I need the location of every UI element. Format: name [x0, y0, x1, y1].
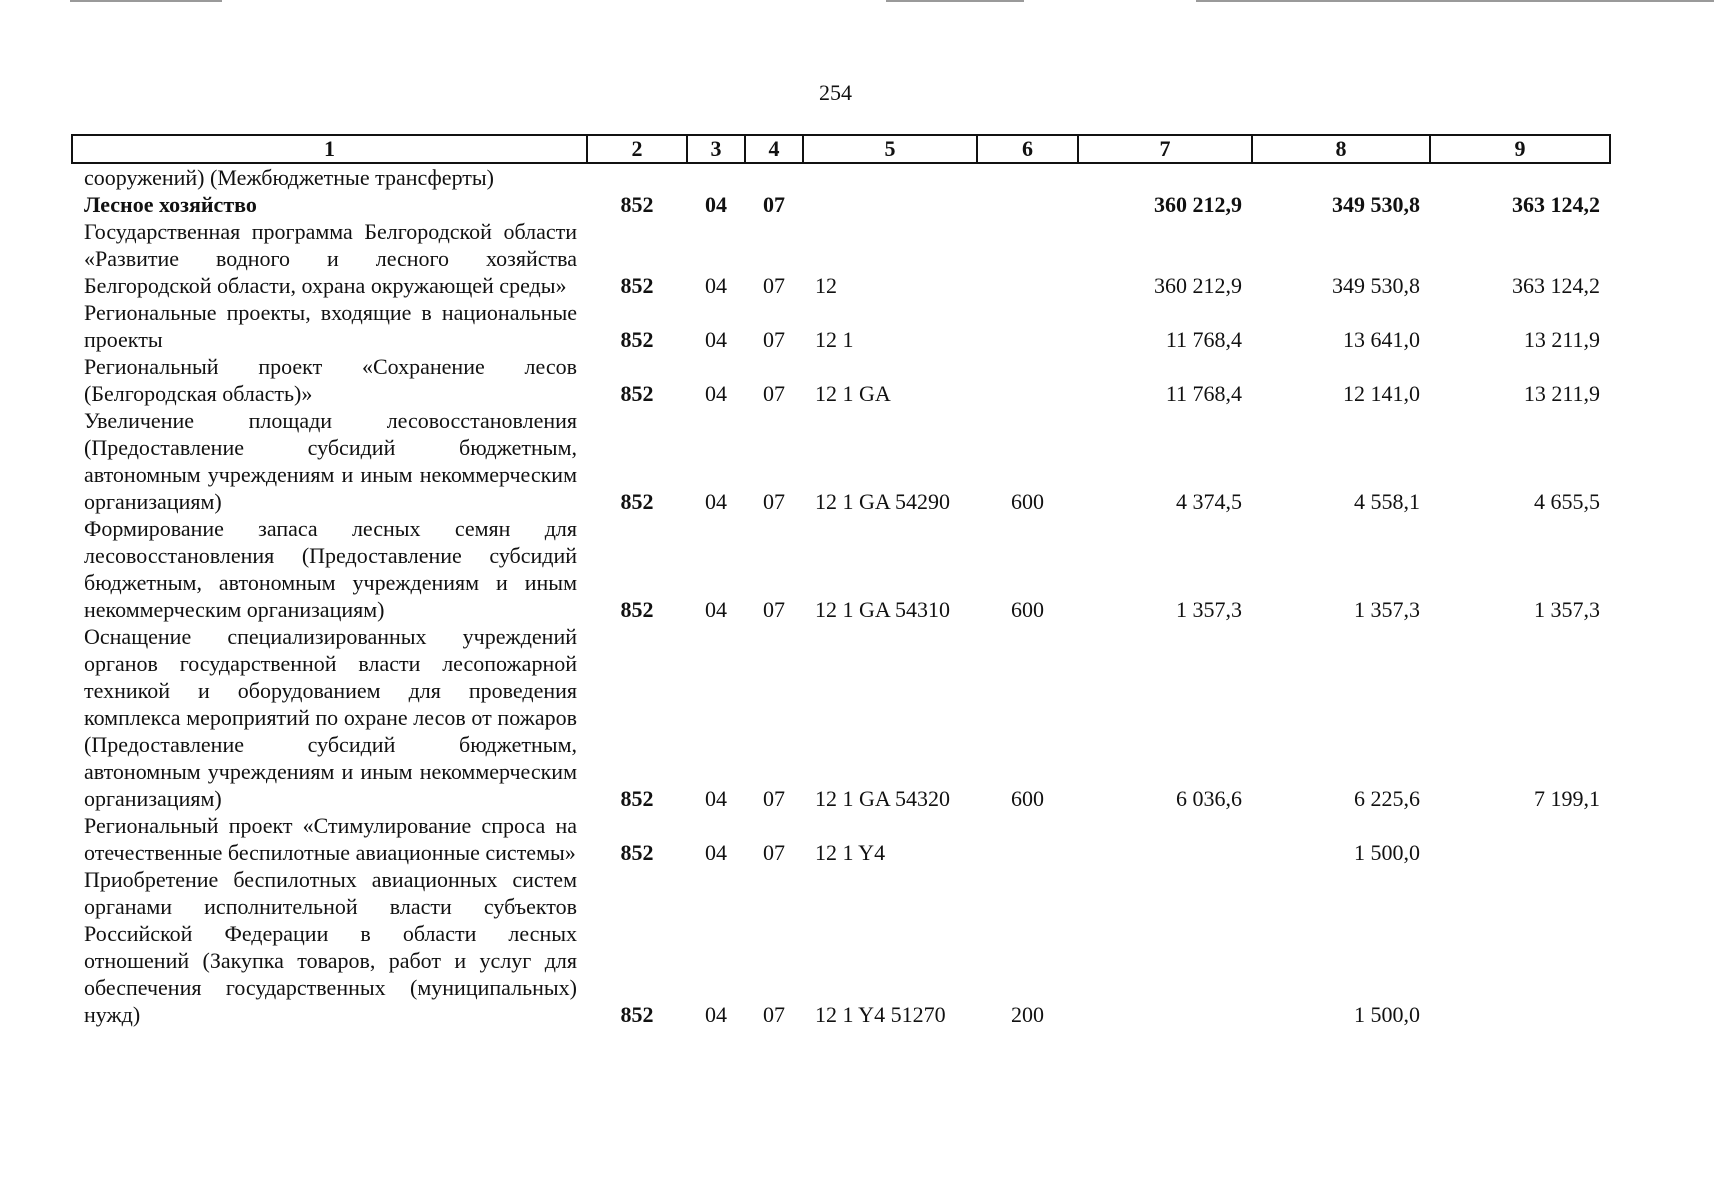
row-section-code: 04 — [705, 192, 727, 217]
row-ministry-code: 852 — [620, 1002, 654, 1027]
row-expense-type — [977, 163, 1078, 191]
budget-table — [71, 134, 1611, 1028]
row-target-article: 12 — [815, 273, 837, 298]
row-amount-col9 — [1430, 812, 1610, 866]
row-amount-col8: 1 500,0 — [1354, 1002, 1420, 1027]
row-target-article: 12 1 — [815, 327, 854, 352]
row-target-article — [803, 163, 977, 191]
row-name: Региональный проект «Сохранение лесов (Белгородская область)» — [84, 354, 577, 406]
row-amount-col7: 4 374,5 — [1176, 489, 1242, 514]
row-expense-type — [977, 218, 1078, 299]
row-amount-col8: 13 641,0 — [1343, 327, 1420, 352]
row-ministry-code: 852 — [620, 786, 654, 811]
row-name: Лесное хозяйство — [84, 192, 257, 217]
row-ministry-code: 852 — [620, 381, 654, 406]
row-amount-col7: 11 768,4 — [1165, 381, 1242, 406]
table-body — [72, 163, 1610, 1028]
row-name: Приобретение беспилотных авиационных систем органами исполнительной власти субъектов Российской Федерации в области лесных отношений (Закупка товаров, работ и услуг для обеспечения государственных (муниципальных) нужд) — [84, 867, 577, 1027]
table-row — [72, 812, 1610, 866]
row-amount-col7 — [1078, 812, 1252, 866]
row-amount-col7: 11 768,4 — [1165, 327, 1242, 352]
row-amount-col9: 13 211,9 — [1523, 327, 1600, 352]
row-amount-col9: 1 357,3 — [1534, 597, 1600, 622]
column-header: 8 — [1252, 135, 1430, 163]
row-amount-col8: 6 225,6 — [1354, 786, 1420, 811]
column-header: 1 — [72, 135, 587, 163]
row-name: сооружений) (Межбюджетные трансферты) — [84, 165, 494, 190]
scan-edge-mark — [886, 0, 1024, 2]
table-row — [72, 218, 1610, 299]
row-amount-col9 — [1430, 163, 1610, 191]
row-section-code: 04 — [705, 840, 727, 865]
row-subsection-code: 07 — [763, 840, 785, 865]
row-amount-col9: 13 211,9 — [1523, 381, 1600, 406]
row-section-code: 04 — [705, 786, 727, 811]
table-row — [72, 407, 1610, 515]
row-name: Региональные проекты, входящие в национальные проекты — [84, 300, 577, 352]
row-expense-type — [977, 353, 1078, 407]
row-target-article: 12 1 GA 54310 — [815, 597, 951, 622]
row-amount-col9 — [1430, 866, 1610, 1028]
table-row — [72, 866, 1610, 1028]
table-row — [72, 353, 1610, 407]
row-subsection-code: 07 — [763, 273, 785, 298]
column-header: 5 — [803, 135, 977, 163]
row-amount-col9: 4 655,5 — [1534, 489, 1600, 514]
row-amount-col8: 1 357,3 — [1354, 597, 1420, 622]
table-row — [72, 623, 1610, 812]
column-header: 7 — [1078, 135, 1252, 163]
row-amount-col7: 6 036,6 — [1176, 786, 1242, 811]
header-row — [72, 135, 1610, 163]
row-target-article: 12 1 GA — [815, 381, 891, 406]
scan-edge-mark — [1196, 0, 1714, 2]
row-ministry-code: 852 — [620, 327, 654, 352]
row-amount-col8: 4 558,1 — [1354, 489, 1420, 514]
table-row — [72, 515, 1610, 623]
row-subsection-code: 07 — [763, 489, 785, 514]
row-name: Оснащение специализированных учреждений органов государственной власти лесопожарной техникой и оборудованием для проведения комплекса мероприятий по охране лесов от пожаров (Предоставление субсидий бюджетным, автономным учреждениям и иным некоммерческим организациям) — [84, 624, 577, 811]
row-subsection-code — [745, 163, 803, 191]
row-target-article: 12 1 Y4 — [815, 840, 886, 865]
row-section-code — [687, 163, 745, 191]
table-row — [72, 163, 1610, 191]
row-section-code: 04 — [705, 327, 727, 352]
row-expense-type: 200 — [1011, 1002, 1044, 1027]
row-section-code: 04 — [705, 1002, 727, 1027]
column-header: 6 — [977, 135, 1078, 163]
row-expense-type — [977, 299, 1078, 353]
row-section-code: 04 — [705, 381, 727, 406]
row-ministry-code: 852 — [620, 273, 654, 298]
row-target-article: 12 1 GA 54320 — [815, 786, 951, 811]
row-name: Формирование запаса лесных семян для лесовосстановления (Предоставление субсидий бюджетным, автономным учреждениям и иным некоммерческим организациям) — [84, 516, 577, 622]
row-ministry-code: 852 — [620, 597, 654, 622]
row-subsection-code: 07 — [763, 1002, 785, 1027]
row-section-code: 04 — [705, 597, 727, 622]
row-subsection-code: 07 — [763, 327, 785, 352]
column-header: 2 — [587, 135, 687, 163]
row-subsection-code: 07 — [763, 786, 785, 811]
row-amount-col8 — [1252, 163, 1430, 191]
row-name: Увеличение площади лесовосстановления (Предоставление субсидий бюджетным, автономным учреждениям и иным некоммерческим организациям) — [84, 408, 577, 514]
row-amount-col8: 1 500,0 — [1354, 840, 1420, 865]
row-amount-col8: 349 530,8 — [1332, 192, 1420, 217]
row-target-article: 12 1 GA 54290 — [815, 489, 951, 514]
row-name: Региональный проект «Стимулирование спроса на отечественные беспилотные авиационные системы» — [84, 813, 577, 865]
row-ministry-code — [587, 163, 687, 191]
row-expense-type: 600 — [1011, 489, 1044, 514]
column-header: 4 — [745, 135, 803, 163]
row-amount-col9: 363 124,2 — [1512, 192, 1600, 217]
row-ministry-code: 852 — [620, 192, 654, 217]
row-amount-col9: 7 199,1 — [1534, 786, 1600, 811]
row-amount-col7: 360 212,9 — [1154, 273, 1242, 298]
column-header: 3 — [687, 135, 745, 163]
row-amount-col7 — [1078, 163, 1252, 191]
row-name: Государственная программа Белгородской области «Развитие водного и лесного хозяйства Белгородской области, охрана окружающей среды» — [84, 219, 577, 298]
row-amount-col7: 360 212,9 — [1154, 192, 1242, 217]
row-amount-col8: 12 141,0 — [1343, 381, 1420, 406]
row-expense-type — [977, 191, 1078, 218]
table-row — [72, 191, 1610, 218]
table-header — [72, 135, 1610, 163]
row-expense-type: 600 — [1011, 597, 1044, 622]
row-amount-col7: 1 357,3 — [1176, 597, 1242, 622]
row-amount-col9: 363 124,2 — [1512, 273, 1600, 298]
row-amount-col7 — [1078, 866, 1252, 1028]
page-number: 254 — [819, 80, 852, 105]
row-ministry-code: 852 — [620, 840, 654, 865]
row-amount-col8: 349 530,8 — [1332, 273, 1420, 298]
row-section-code: 04 — [705, 489, 727, 514]
row-subsection-code: 07 — [763, 597, 785, 622]
table-row — [72, 299, 1610, 353]
row-target-article — [803, 191, 977, 218]
row-target-article: 12 1 Y4 51270 — [815, 1002, 946, 1027]
row-expense-type — [977, 812, 1078, 866]
row-subsection-code: 07 — [763, 192, 785, 217]
row-subsection-code: 07 — [763, 381, 785, 406]
row-ministry-code: 852 — [620, 489, 654, 514]
row-expense-type: 600 — [1011, 786, 1044, 811]
scan-edge-mark — [70, 0, 222, 2]
row-section-code: 04 — [705, 273, 727, 298]
column-header: 9 — [1430, 135, 1610, 163]
